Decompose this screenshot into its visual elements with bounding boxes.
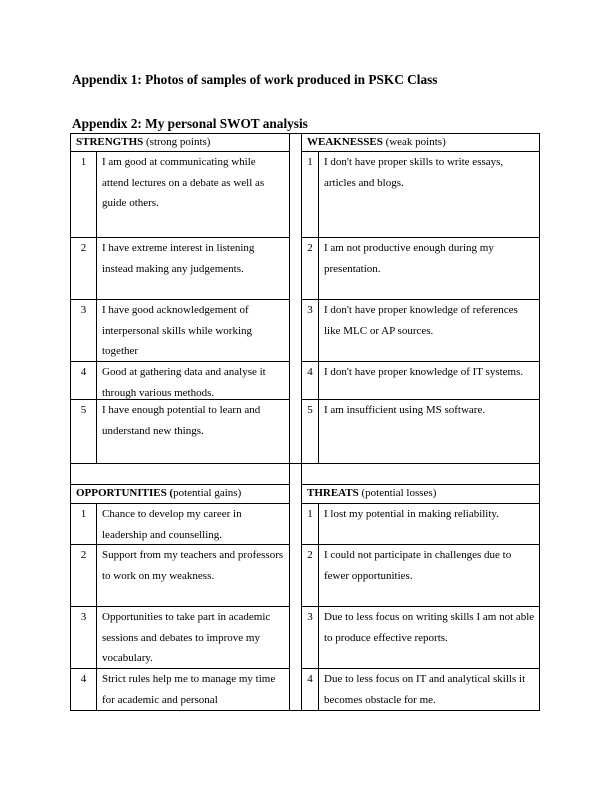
weakness-num: 2 [301,237,319,300]
threats-heading: THREATS [307,487,359,499]
strength-text: I have enough potential to learn and understand new things. [96,399,290,464]
strength-text: I am good at communicating while attend lectures on a debate as well as guide others. [96,151,290,238]
weakness-text: I don't have proper knowledge of references like MLC or AP sources. [318,299,540,362]
strengths-heading: STRENGTHS [76,136,144,148]
blank-cell [70,463,290,485]
opportunity-num: 4 [70,668,97,711]
opportunity-num: 2 [70,544,97,607]
threat-num: 4 [301,668,319,711]
strength-text: I have extreme interest in listening instead making any judgements. [96,237,290,300]
opportunity-text: Opportunities to take part in academic sessions and debates to improve my vocabulary. [96,606,290,669]
strength-num: 1 [70,151,97,238]
weakness-text: I don't have proper knowledge of IT systems. [318,361,540,400]
threats-subheading: (potential losses) [358,487,437,499]
opportunities-subheading: potential gains) [173,487,242,499]
opportunity-text: Support from my teachers and professors to work on my weakness. [96,544,290,607]
opportunity-text: Strict rules help me to manage my time for academic and personal [96,668,290,711]
strength-num: 5 [70,399,97,464]
threat-text: Due to less focus on IT and analytical skills it becomes obstacle for me. [318,668,540,711]
weakness-text: I am insufficient using MS software. [318,399,540,464]
swot-table [70,133,540,711]
strengths-header [70,133,290,152]
threat-num: 1 [301,503,319,545]
threat-text: I could not participate in challenges due to fewer opportunities. [318,544,540,607]
appendix-1-title: Appendix 1: Photos of samples of work produced in PSKC Class [72,72,438,87]
blank-cell [301,463,540,485]
threat-num: 3 [301,606,319,669]
opportunity-num: 3 [70,606,97,669]
opportunity-num: 1 [70,503,97,545]
threats-header [301,484,540,504]
threat-text: I lost my potential in making reliability. [318,503,540,545]
weakness-num: 5 [301,399,319,464]
weakness-text: I am not productive enough during my presentation. [318,237,540,300]
weaknesses-subheading: (weak points) [382,136,446,148]
opportunities-header [70,484,290,504]
weaknesses-heading: WEAKNESSES [307,136,383,148]
opportunity-text: Chance to develop my career in leadership and counselling. [96,503,290,545]
weakness-num: 4 [301,361,319,400]
threat-text: Due to less focus on writing skills I am not able to produce effective reports. [318,606,540,669]
threat-num: 2 [301,544,319,607]
weaknesses-header [301,133,540,152]
strength-text: I have good acknowledgement of interpersonal skills while working together [96,299,290,362]
strengths-subheading: (strong points) [143,136,211,148]
weakness-num: 3 [301,299,319,362]
opportunities-heading: OPPORTUNITIES ( [76,487,174,499]
weakness-num: 1 [301,151,319,238]
strength-text: Good at gathering data and analyse it through various methods. [96,361,290,400]
strength-num: 2 [70,237,97,300]
weakness-text: I don't have proper skills to write essays, articles and blogs. [318,151,540,238]
strength-num: 4 [70,361,97,400]
appendix-2-title: Appendix 2: My personal SWOT analysis [72,116,308,131]
strength-num: 3 [70,299,97,362]
